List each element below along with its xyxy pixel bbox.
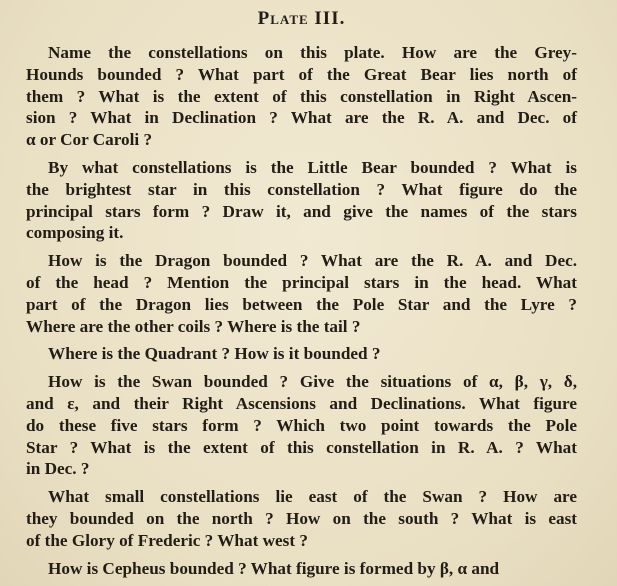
paragraph-greyhounds [26, 42, 577, 151]
text-line: Where are the other coils ? Where is the tail ? [26, 316, 361, 336]
text-line: Star ? What is the extent of this constellation in R. A. ? What [26, 437, 577, 457]
paragraph-dragon [26, 250, 577, 337]
text-line: in Dec. ? [26, 459, 90, 479]
text-line: they bounded on the north ? How on the south ? What is east [26, 508, 577, 528]
text-line: Name the constellations on this plate. How are the Grey- [48, 43, 577, 62]
text-line: Where is the Quadrant ? How is it bounded ? [48, 344, 381, 364]
text-line: the brightest star in this constellation ? What figure do the [26, 179, 577, 199]
paragraph-cepheus [26, 558, 577, 580]
text-line: Hounds bounded ? What part of the Great Bear lies north of [26, 64, 577, 84]
text-line: and ε, and their Right Ascensions and Declinations. What figure [26, 393, 577, 413]
text-line: of the head ? Mention the principal stars in the head. What [26, 272, 577, 292]
text-line: of the Glory of Frederic ? What west ? [26, 530, 308, 550]
text-line: How is the Swan bounded ? Give the situations of α, β, γ, δ, [48, 372, 577, 392]
text-line: How is Cepheus bounded ? What figure is formed by β, α and [48, 558, 500, 578]
text-line: them ? What is the extent of this constellation in Right Ascen- [26, 86, 577, 106]
text-line: sion ? What in Declination ? What are the R. A. and Dec. of [26, 108, 577, 128]
paragraph-small-constellations [26, 486, 577, 551]
text-line: How is the Dragon bounded ? What are the R. A. and Dec. [48, 251, 577, 271]
text-line: By what constellations is the Little Bear bounded ? What is [48, 157, 577, 177]
text-line: What small constellations lie east of the Swan ? How are [48, 487, 577, 507]
paragraph-quadrant [26, 343, 577, 365]
paragraph-swan [26, 371, 577, 480]
text-line: α or Cor Caroli ? [26, 130, 153, 150]
text-line: principal stars form ? Draw it, and give the names of the stars [26, 201, 577, 221]
text-line: part of the Dragon lies between the Pole Star and the Lyre ? [26, 294, 577, 314]
text-line: composing it. [26, 223, 124, 243]
paragraph-little-bear [26, 157, 577, 244]
plate-title: Plate III. [257, 8, 346, 29]
text-line: do these five stars form ? Which two point towards the Pole [26, 415, 577, 435]
